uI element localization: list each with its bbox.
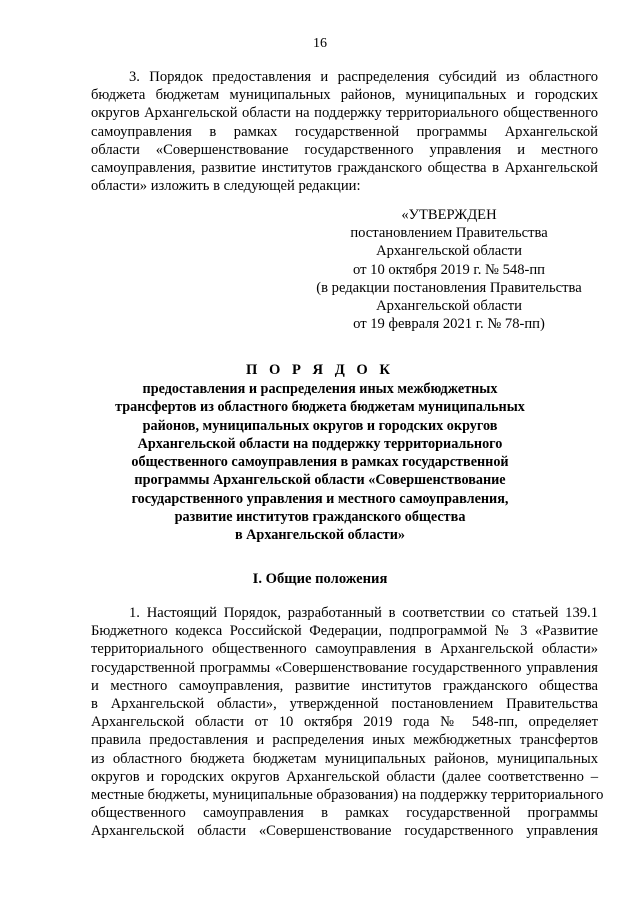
body-line: округов и городских округов Архангельской области (далее соответственно – [91,768,598,785]
intro-line: самоуправления в рамках государственной программы Архангельской [91,123,598,140]
body-line: общественного самоуправления в рамках государственной программы [91,805,598,822]
section-heading: I. Общие положения [252,571,388,587]
body-paragraph [91,604,604,841]
subtitle-line: развитие институтов гражданского общества [174,509,466,526]
approval-line: Архангельской области [376,243,522,260]
intro-paragraph [91,68,598,195]
page-number: 16 [313,36,327,51]
subtitle-line: общественного самоуправления в рамках государственной [131,454,509,471]
intro-line: бюджета бюджетам муниципальных районов, муниципальных и городских [91,87,598,104]
body-line: территориального общественного самоуправления в Архангельской области» [91,641,598,658]
body-line: из областного бюджета бюджетам муниципальных районов, муниципальных [91,750,598,767]
intro-line: области» изложить в следующей редакции: [91,178,361,195]
approval-line: постановлением Правительства [350,225,548,242]
subtitle-line: трансфертов из областного бюджета бюджетам муниципальных [115,399,525,416]
subtitle-line: Архангельской области на поддержку территориального [137,435,503,452]
intro-line: области «Совершенствование государственного управления и местного [91,141,598,158]
intro-line: 3. Порядок предоставления и распределения субсидий из областного [129,69,598,85]
body-line: и местного самоуправления, развитие институтов гражданского общества [91,677,598,694]
document-subtitle [70,380,570,545]
subtitle-line: предоставления и распределения иных межбюджетных [142,381,498,397]
document-title: П О Р Я Д О К [245,362,395,378]
body-line: Архангельской области от 10 октября 2019 года № 548-пп, определяет [91,714,598,731]
body-line: местные бюджеты, муниципальные образования) на поддержку территориального [91,787,604,804]
approval-line: (в редакции постановления Правительства [316,279,582,296]
approval-line: от 10 октября 2019 г. № 548-пп [353,261,545,278]
intro-line: самоуправления, развитие институтов гражданского общества в Архангельской [91,160,598,177]
approval-line: «УТВЕРЖДЕН [401,207,497,223]
approval-line: Архангельской области [376,298,522,315]
subtitle-line: в Архангельской области» [234,527,406,544]
body-line: Архангельской области «Совершенствование государственного управления [91,823,598,840]
subtitle-line: государственного управления и местного самоуправления, [131,490,509,507]
body-line: 1. Настоящий Порядок, разработанный в соответствии со статьей 139.1 [129,605,598,621]
body-line: государственной программы «Совершенствование государственного управления [91,659,598,676]
body-line: в Архангельской области», утвержденной постановлением Правительства [91,696,598,713]
subtitle-line: районов, муниципальных округов и городских округов [142,417,498,434]
body-line: правила предоставления и распределения иных межбюджетных трансфертов [91,732,598,749]
subtitle-line: программы Архангельской области «Совершенствование [134,472,506,489]
approval-line: от 19 февраля 2021 г. № 78-пп) [353,316,545,333]
intro-line: округов Архангельской области на поддержку территориального общественного [91,105,598,122]
body-line: Бюджетного кодекса Российской Федерации, подпрограммой № 3 «Развитие [91,623,598,640]
approval-block [300,206,598,333]
